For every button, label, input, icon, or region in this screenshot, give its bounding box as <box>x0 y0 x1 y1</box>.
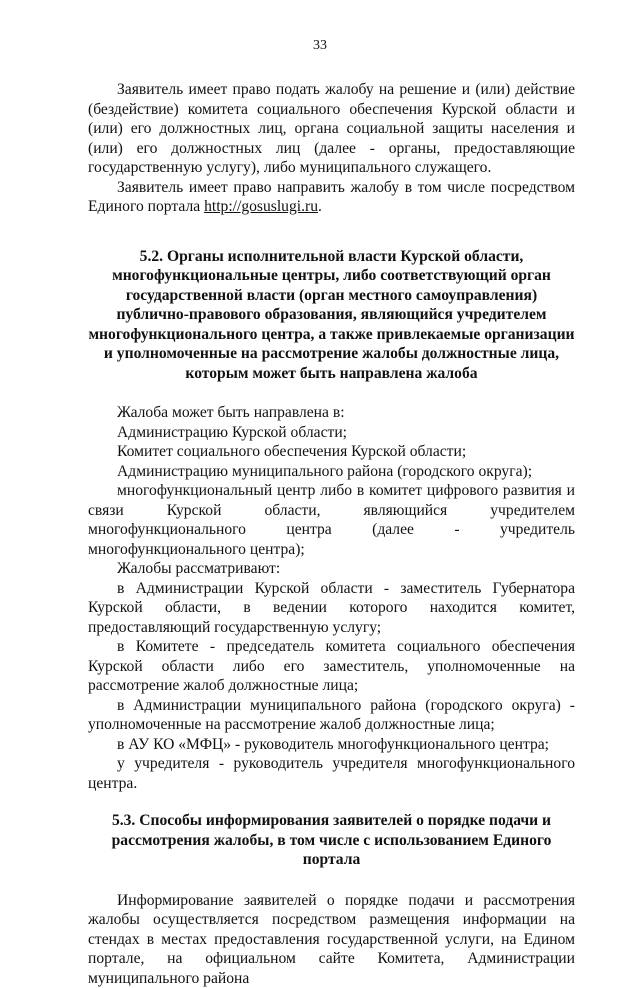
intro-paragraph-2-end: . <box>318 198 322 215</box>
s53-paragraph-1: Информирование заявителей о порядке подачи и рассмотрения жалобы осуществляется посредством размещения информации на стендах в местах предоставления государственной услуги, на Едином портале, на официальном сайте Комитета, Администрации муниципального района <box>88 891 575 988</box>
s52-paragraph-5: многофункциональный центр либо в комитет цифрового развития и связи Курской области, являющийся учредителем многофункционального центра (далее - учредитель многофункционального центра); <box>88 481 575 559</box>
s52-paragraph-2: Администрацию Курской области; <box>88 423 575 443</box>
gosuslugi-link[interactable]: http://gosuslugi.ru <box>204 198 318 215</box>
section-5-3-heading: 5.3. Способы информирования заявителей о порядке подачи и рассмотрения жалобы, в том числе с использованием Единого портала <box>88 811 575 870</box>
s52-paragraph-1: Жалоба может быть направлена в: <box>88 403 575 423</box>
section-5-2-heading: 5.2. Органы исполнительной власти Курской области, многофункциональные центры, либо соответствующий орган государственной власти (орган местного самоуправления) публично-правового образования, являющийся учредителем многофункционального центра, а также привлекаемые организации и уполномоченные на рассмотрение жалобы должностные лица, которым может быть направлена жалоба <box>88 247 575 384</box>
s52-paragraph-6: Жалобы рассматривают: <box>88 559 575 579</box>
intro-paragraph-2-text: Заявитель имеет право направить жалобу в том числе посредством Единого портала <box>88 179 575 216</box>
s52-paragraph-4: Администрацию муниципального района (городского округа); <box>88 462 575 482</box>
s52-paragraph-9: в Администрации муниципального района (городского округа) - уполномоченные на рассмотрение жалоб должностные лица; <box>88 696 575 735</box>
document-body <box>88 80 575 988</box>
s52-paragraph-7: в Администрации Курской области - заместитель Губернатора Курской области, в ведении которого находится комитет, предоставляющий государственную услугу; <box>88 579 575 638</box>
page-number: 33 <box>0 38 640 54</box>
s52-paragraph-10: в АУ КО «МФЦ» - руководитель многофункционального центра; <box>88 735 575 755</box>
intro-paragraph-1: Заявитель имеет право подать жалобу на решение и (или) действие (бездействие) комитета социального обеспечения Курской области и (или) его должностных лиц, органа социальной защиты населения и (или) его должностных лиц (далее - органы, предоставляющие государственную услугу), либо муниципального служащего. <box>88 80 575 178</box>
s52-paragraph-3: Комитет социального обеспечения Курской области; <box>88 442 575 462</box>
s52-paragraph-11: у учредителя - руководитель учредителя многофункционального центра. <box>88 754 575 793</box>
s52-paragraph-8: в Комитете - председатель комитета социального обеспечения Курской области либо его заместитель, уполномоченные на рассмотрение жалоб должностные лица; <box>88 637 575 696</box>
intro-paragraph-2 <box>88 178 575 217</box>
